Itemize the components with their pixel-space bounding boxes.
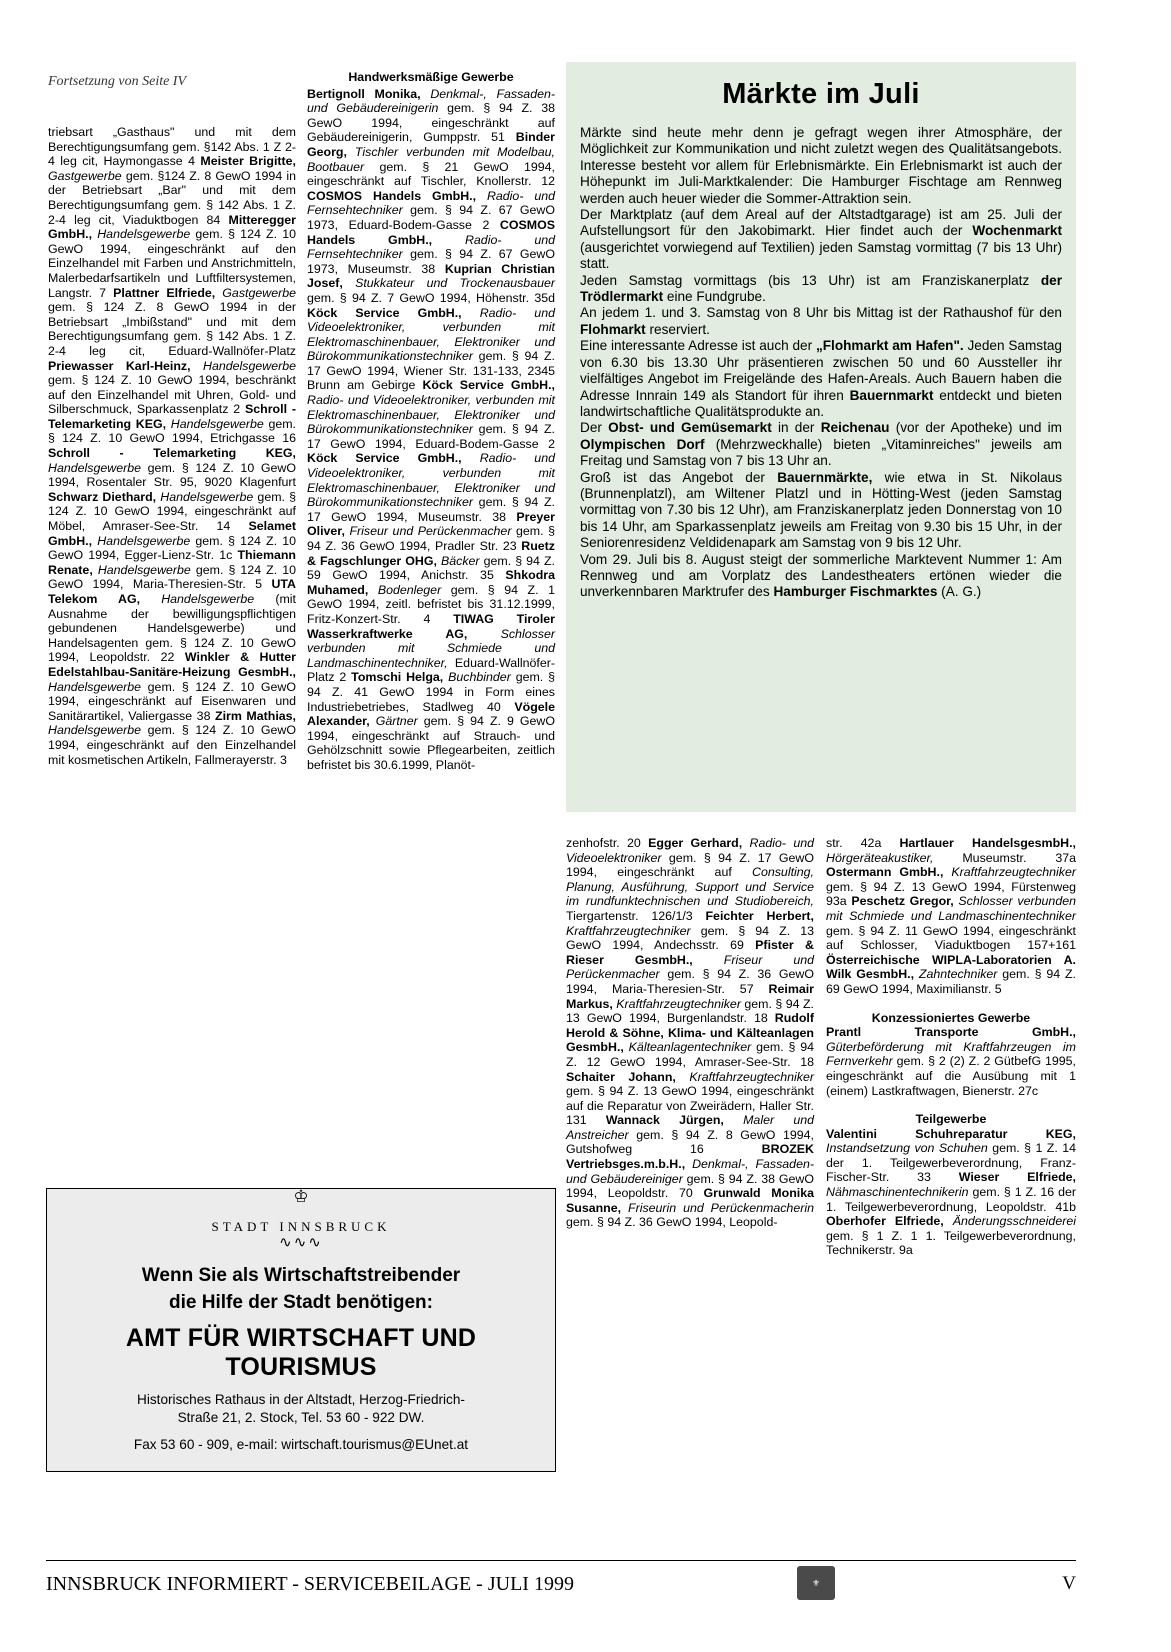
column-4-body: str. 42a Hartlauer HandelsgesmbH., Hörgeräteakustiker, Museumstr. 37a Ostermann GmbH., Kraftfahrzeugtechniker gem. § 94 Z. 13 GewO 1994, Fürstenweg 93a Peschetz Gregor, Schlosser verbunden mit Schmiede und Landmaschinentechniker gem. § 94 Z. 11 GewO 1994, eingeschränkt auf Schlosser, Viaduktbogen 157+161 Österreichische WIPLA-Laboratorien A. Wilk GesmbH., Zahntechniker gem. § 94 Z. 69 GewO 1994, Maximilianstr. 5 [826, 836, 1076, 996]
column-4-body-teilgewerbe: Valentini Schuhreparatur KEG, Instandsetzung von Schuhen gem. § 1 Z. 14 der 1. Teilgewerbeverordnung, Franz-Fischer-Str. 33 Wieser Elfriede, Nähmaschinentechnikerin gem. § 1 Z. 16 der 1. Teilgewerbeverordnung, Leopoldstr. 41b Oberhofer Elfriede, Änderungsschneiderei gem. § 1 Z. 1 1. Teilgewerbeverordnung, Technikerstr. 9a [826, 1126, 1076, 1258]
column-3-body: zenhofstr. 20 Egger Gerhard, Radio- und Videoelektroniker gem. § 94 Z. 17 GewO 1994, eingeschränkt auf Consulting, Planung, Ausführung, Support und Service im rundfunktechnischen und Studiobereich, Tiergartenstr. 126/1/3 Feichter Herbert, Kraftfahrzeugtechniker gem. § 94 Z. 13 GewO 1994, Andechsstr. 69 Pfister & Rieser GesmbH., Friseur und Perückenmacher gem. § 94 Z. 36 GewO 1994, Maria-Theresien-Str. 57 Reimair Markus, Kraftfahrzeugtechniker gem. § 94 Z. 13 GewO 1994, Burgenlandstr. 18 Rudolf Herold & Söhne, Klima- und Kälteanlagen GesmbH., Kälteanlagentechniker gem. § 94 Z. 12 GewO 1994, Amraser-See-Str. 18 Schaiter Johann, Kraftfahrzeugtechniker gem. § 94 Z. 13 GewO 1994, eingeschränkt auf die Reparatur von Zweirädern, Haller Str. 131 Wannack Jürgen, Maler und Anstreicher gem. § 94 Z. 8 GewO 1994, Gutshofweg 16 BROZEK Vertriebsges.m.b.H., Denkmal-, Fassaden- und Gebäudereiniger gem. § 94 Z. 38 GewO 1994, Leopoldstr. 70 Grunwald Monika Susanne, Friseurin und Perückenmacherin gem. § 94 Z. 36 GewO 1994, Leopold- [566, 836, 815, 1230]
column-2-body: Bertignoll Monika, Denkmal-, Fassaden- und Gebäudereinigerin gem. § 94 Z. 38 GewO 1994, eingeschränkt auf Gebäudereinigerin, Gumppstr. 51 Binder Georg, Tischler verbunden mit Modelbau, Bootbauer gem. § 21 GewO 1994, eingeschränkt auf Tischler, Knollerstr. 12 COSMOS Handels GmbH., Radio- und Fernsehtechniker gem. § 94 Z. 67 GewO 1973, Eduard-Bodem-Gasse 2 COSMOS Handels GmbH., Radio- und Fernsehtechniker gem. § 94 Z. 67 GewO 1973, Museumstr. 38 Kuprian Christian Josef, Stukkateur und Trockenausbauer gem. § 94 Z. 7 GewO 1994, Höhenstr. 35d Köck Service GmbH., Radio- und Videoelektroniker, verbunden mit Elektromaschinenbauer, Elektroniker und Bürokommunikationstechniker gem. § 94 Z. 17 GewO 1994, Wiener Str. 131-133, 2345 Brunn am Gebirge Köck Service GmbH., Radio- und Videoelektroniker, verbunden mit Elektromaschinenbauer, Elektroniker und Bürokommunikationstechniker gem. § 94 Z. 17 GewO 1994, Eduard-Bodem-Gasse 2 Köck Service GmbH., Radio- und Videoelektroniker, verbunden mit Elektromaschinenbauer, Elektroniker und Bürokommunikationstechniker gem. § 94 Z. 17 GewO 1994, Museumstr. 38 Preyer Oliver, Friseur und Perückenmacher gem. § 94 Z. 36 GewO 1994, Pradler Str. 23 Ruetz & Fagschlunger OHG, Bäcker gem. § 94 Z. 59 GewO 1994, Anichstr. 35 Shkodra Muhamed, Bodenleger gem. § 94 Z. 1 GewO 1994, zeitl. befristet bis 31.12.1999, Fritz-Konzert-Str. 4 TIWAG Tiroler Wasserkraftwerke AG, Schlosser verbunden mit Schmiede und Landmaschinentechniker, Eduard-Wallnöfer-Platz 2 Tomschi Helga, Buchbinder gem. § 94 Z. 41 GewO 1994 in Form eines Industriebetriebes, Stadlweg 40 Vögele Alexander, Gärtner gem. § 94 Z. 9 GewO 1994, eingeschränkt auf Strauch- und Gehölzschnitt sowie Pflegearbeiten, zeitlich befristet bis 30.6.1999, Planöt- [307, 86, 556, 772]
column-3-text [566, 836, 814, 1230]
article-title: Märkte im Juli [722, 78, 920, 110]
page-footer [46, 1573, 1076, 1596]
continuation-note: Fortsetzung von Seite IV [48, 74, 187, 89]
crown-icon: ♔ [293, 1187, 309, 1206]
column-1-body: triebsart „Gasthaus" und mit dem Berechtigungsumfang gem. §142 Abs. 1 Z 2-4 leg cit, Haymongasse 4 Meister Brigitte, Gastgewerbe gem. §124 Z. 8 GewO 1994 in der Betriebsart „Bar" und mit dem Berechtigungsumfang gem. § 142 Abs. 1 Z. 2-4 leg cit, Viaduktbogen 84 Mitteregger GmbH., Handelsgewerbe gem. § 124 Z. 10 GewO 1994, eingeschränkt auf den Einzelhandel mit Farben und Anstrichmitteln, Malerbedarfsartikeln und Luftfiltersystemen, Langstr. 7 Plattner Elfriede, Gastgewerbe gem. § 124 Z. 8 GewO 1994 in der Betriebsart „Imbißstand" und mit dem Berechtigungsumfang gem. § 142 Abs. 1 Z. 2-4 leg cit, Eduard-Wallnöfer-Platz Priewasser Karl-Heinz, Handelsgewerbe gem. § 124 Z. 10 GewO 1994, beschränkt auf den Einzelhandel mit Uhren, Gold- und Silberschmuck, Sparkassenplatz 2 Schroll - Telemarketing KEG, Handelsgewerbe gem. § 124 Z. 10 GewO 1994, Etrichgasse 16 Schroll - Telemarketing KEG, Handelsgewerbe gem. § 124 Z. 10 GewO 1994, Rosentaler Str. 95, 9020 Klagenfurt Schwarz Diethard, Handelsgewerbe gem. § 124 Z. 10 GewO 1994, eingeschränkt auf Möbel, Amraser-See-Str. 14 Selamet GmbH., Handelsgewerbe gem. § 124 Z. 10 GewO 1994, Egger-Lienz-Str. 1c Thiemann Renate, Handelsgewerbe gem. § 124 Z. 10 GewO 1994, Maria-Theresien-Str. 5 UTA Telekom AG, Handelsgewerbe (mit Ausnahme der bewilligungspflichtigen gebundenen Handelsgewerbe) und Handelsagenten gem. § 124 Z. 10 GewO 1994, Leopoldstr. 22 Winkler & Hutter Edelstahlbau-Sanitäre-Heizung GesmbH., Handelsgewerbe gem. § 124 Z. 10 GewO 1994, eingeschränkt auf Eisenwaren und Sanitärartikel, Valiergasse 38 Zirm Mathias, Handelsgewerbe gem. § 124 Z. 10 GewO 1994, eingeschränkt auf den Einzelhandel mit kosmetischen Artikeln, Fallmerayerstr. 3 [48, 125, 297, 767]
footer-title: INNSBRUCK INFORMIERT - SERVICEBEILAGE - JULI 1999 [46, 1573, 574, 1595]
ad-address-line-2: Straße 21, 2. Stock, Tel. 53 60 - 922 DW. [177, 1410, 425, 1425]
article-body: Märkte sind heute mehr denn je gefragt wegen ihrer Atmosphäre, der Möglichkeit zur Kommunikation und nicht zuletzt wegen des Qualitätsangebots. Interesse besteht vor allem für Erlebnismärkte. Ein Erlebnismarkt ist auch der Höhepunkt im Juli-Marktkalender: Die Hamburger Fischtage am Rennweg werden auch heuer wieder die Sommer-Attraktion sein. Der Marktplatz (auf dem Areal auf der Altstadtgarage) ist am 25. Juli der Aufstellungsort für den Jakobimarkt. Hier findet auch der Wochenmarkt (ausgerichtet vorwiegend auf Textilien) jeden Samstag vormittag (7 bis 13 Uhr) statt. Jeden Samstag vormittags (bis 13 Uhr) ist am Franziskanerplatz der Trödlermarkt eine Fundgrube. An jedem 1. und 3. Samstag von 8 Uhr bis Mittag ist der Rathaushof für den Flohmarkt reserviert. Eine interessante Adresse ist auch der „Flohmarkt am Hafen". Jeden Samstag von 6.30 bis 13.30 Uhr präsentieren zwischen 50 und 60 Aussteller ihr vielfältiges Angebot im Freigelände des Hafen-Areals. Auch Bauern haben die Adresse Innrain 149 als Standort für ihren Bauernmarkt entdeckt und bieten landwirtschaftliche Qualitätsprodukte an. Der Obst- und Gemüsemarkt in der Reichenau (vor der Apotheke) und im Olympischen Dorf (Mehrzweckhalle) bieten „Vitaminreiches" jeweils am Freitag und Samstag von 7 bis 13 Uhr an. Groß ist das Angebot der Bauernmärkte, wie etwa in St. Nikolaus (Brunnenplatzl), am Wiltener Platzl und in Hötting-West (jeden Samstag vormittag von 7.30 bis 12 Uhr), am Franziskanerplatz jeden Donnerstag von 10 bis 14 Uhr, am Sparkassenplatz jeweils am Freitag von 9.30 bis 15 Uhr, in der Seniorenresidenz Veldidenapark am Samstag von 9 bis 12 Uhr. Vom 29. Juli bis 8. August steigt der sommerliche Marktevent Nummer 1: Am Rennweg und am Vorplatz des Landestheaters ertönen wieder die unverkennbaren Marktrufer des Hamburger Fischmarktes (A. G.) [580, 125, 1063, 600]
column-4-body-konzessioniert: Prantl Transporte GmbH., Güterbeförderung mit Kraftfahrzeugen im Fernverkehr gem. § 2 (2) Z. 2 GütbefG 1995, eingeschränkt auf die Ausübung mit 1 (einem) Lastkraftwagen, Bienerstr. 27c [826, 1025, 1076, 1098]
column-4-heading-teilgewerbe: Teilgewerbe [915, 1112, 987, 1127]
footer-divider [46, 1560, 1076, 1561]
column-1-text [48, 125, 296, 767]
column-4-text [826, 836, 1076, 1258]
page-number: V [1062, 1573, 1076, 1594]
column-2-text [307, 70, 555, 773]
ad-contact-line: Fax 53 60 - 909, e-mail: wirtschaft.tourismus@EUnet.at [133, 1437, 469, 1452]
city-crest-icon: ⚜ [797, 1566, 835, 1600]
article-markets [566, 62, 1076, 812]
ad-squiggle-decoration: ∿∿∿ [279, 1234, 323, 1251]
ad-headline: AMT FÜR WIRTSCHAFT UND TOURISMUS [125, 1324, 477, 1381]
ad-logo-text: STADT INNSBRUCK [211, 1219, 391, 1234]
column-2-heading: Handwerksmäßige Gewerbe [348, 70, 514, 84]
ad-address-line-1: Historisches Rathaus in der Altstadt, Herzog-Friedrich- [137, 1392, 465, 1407]
ad-line-2: die Hilfe der Stadt benötigen: [169, 1292, 433, 1313]
ad-line-1: Wenn Sie als Wirtschaftstreibender [141, 1265, 461, 1286]
column-4-heading-konzessioniert: Konzessioniertes Gewerbe [871, 1010, 1031, 1025]
advertisement-box [46, 1188, 556, 1472]
